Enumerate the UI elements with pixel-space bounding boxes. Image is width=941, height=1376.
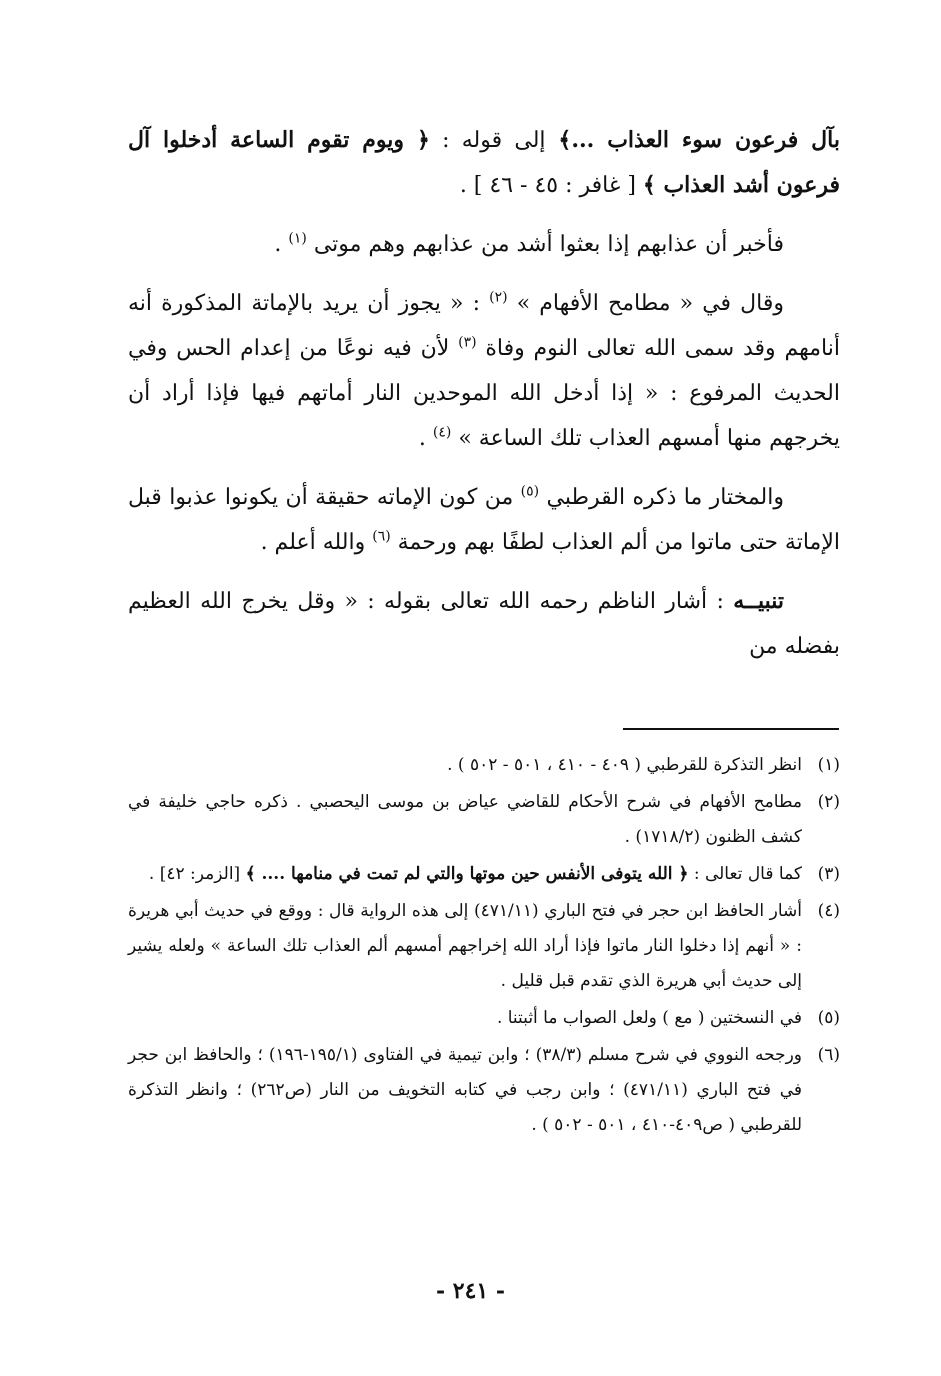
footnote-3 — [128, 857, 840, 892]
footnote-divider — [623, 728, 839, 730]
paragraph-1 — [128, 118, 840, 208]
footnote-text: في النسختين ( مع ) ولعل الصواب ما أثبتنا . — [496, 1008, 802, 1028]
footnote-4 — [128, 894, 840, 999]
text-run: . — [274, 232, 289, 257]
footnote-ref: (١) — [288, 230, 307, 247]
paragraph-4 — [128, 475, 840, 565]
text-run: من كون الإماته حقيقة أن يكونوا عذبوا قبل الإماتة حتى ماتوا من ألم العذاب لطفًا بهم ورحمة — [128, 485, 840, 555]
text-run: فأخبر أن عذابهم إذا بعثوا أشد من عذابهم وهم موتى — [306, 232, 784, 257]
verse-citation: [الزمر: ٤٢] . — [148, 864, 246, 884]
text-run: إلى قوله : — [429, 128, 546, 153]
footnote-ref: (٥) — [520, 483, 540, 500]
text-run: : « يجوز أن يريد بالإماتة المذكورة أنه أنامهم وقد سمى الله تعالى النوم وفاة — [128, 291, 840, 361]
notice-label: تنبيــه — [733, 588, 784, 614]
footnote-number: (١) — [817, 755, 840, 775]
paragraph-3 — [128, 281, 840, 461]
quran-verse: بآل فرعون سوء العذاب ...﴾ — [545, 127, 840, 153]
footnote-text — [128, 857, 802, 892]
text-run: والله أعلم . — [260, 530, 373, 555]
footnote-text: مطامح الأفهام في شرح الأحكام للقاضي عياض بن موسى اليحصبي . ذكره حاجي خليفة في كشف الظنون (١٧١٨/٢) . — [128, 792, 802, 847]
footnote-text: ورجحه النووي في شرح مسلم (٣٨/٣) ؛ وابن تيمية في الفتاوى (١٩٥/١-١٩٦) ؛ والحافظ ابن حجر في فتح الباري (٤٧١/١١) ؛ وابن رجب في كتابه التخويف من النار (ص٢٦٢) ؛ وانظر التذكرة للقرطبي ( ص٤٠٩-٤١٠ ، ٥٠١ - ٥٠٢ ) . — [128, 1045, 802, 1135]
footnote-ref: (٤) — [432, 424, 452, 441]
quran-verse: ﴿ ويوم تقوم الساعة أدخلوا آل فرعون أشد العذاب ﴾ — [128, 127, 840, 198]
text-run: . — [418, 426, 433, 451]
text-run: كما قال تعالى : — [688, 864, 802, 884]
quran-verse: ﴿ الله يتوفى الأنفس حين موتها والتي لم تمت في منامها .... ﴾ — [245, 864, 689, 884]
footnote-2 — [128, 785, 840, 855]
footnote-text: أشار الحافظ ابن حجر في فتح الباري (٤٧١/١١) إلى هذه الرواية قال : ووقع في حديث أبي هريرة : « أنهم إذا دخلوا النار ماتوا فإذا أراد الله إخراجهم أمسهم ألم العذاب تلك الساعة » ولعله يشير إلى حديث أبي هريرة الذي تقدم قبل قليل . — [128, 901, 802, 991]
footnotes — [128, 748, 840, 1145]
verse-citation: [ غافر : ٤٥ - ٤٦ ] . — [459, 173, 643, 198]
footnote-1 — [128, 748, 840, 783]
footnote-ref: (٣) — [458, 334, 477, 351]
paragraph-5 — [128, 579, 840, 669]
text-run: وقال في « مطامح الأفهام » — [507, 291, 784, 316]
main-text — [128, 118, 840, 683]
footnote-5 — [128, 1001, 840, 1036]
page-number: - ٢٤١ - — [435, 1278, 506, 1304]
text-run: : أشار الناظم رحمه الله تعالى بقوله : « وقل يخرج الله العظيم بفضله من — [128, 589, 840, 659]
paragraph-2 — [128, 222, 840, 267]
footnote-6 — [128, 1038, 840, 1143]
text-run: والمختار ما ذكره القرطبي — [539, 485, 784, 510]
footnote-number: (٦) — [817, 1045, 840, 1065]
footnote-number: (٢) — [817, 792, 840, 812]
text-run: لأن فيه نوعًا من إعدام الحس وفي الحديث المرفوع : « إذا أدخل الله الموحدين النار أماتهم فيها فإذا أراد أن يخرجهم منها أمسهم العذاب تلك الساعة » — [128, 336, 840, 451]
footnote-ref: (٢) — [489, 289, 508, 306]
footnote-number: (٣) — [817, 864, 840, 884]
footnote-number: (٤) — [817, 901, 840, 921]
footnote-ref: (٦) — [372, 528, 391, 545]
footnote-number: (٥) — [817, 1008, 840, 1028]
footnote-text: انظر التذكرة للقرطبي ( ٤٠٩ - ٤١٠ ، ٥٠١ - ٥٠٢ ) . — [447, 755, 802, 775]
